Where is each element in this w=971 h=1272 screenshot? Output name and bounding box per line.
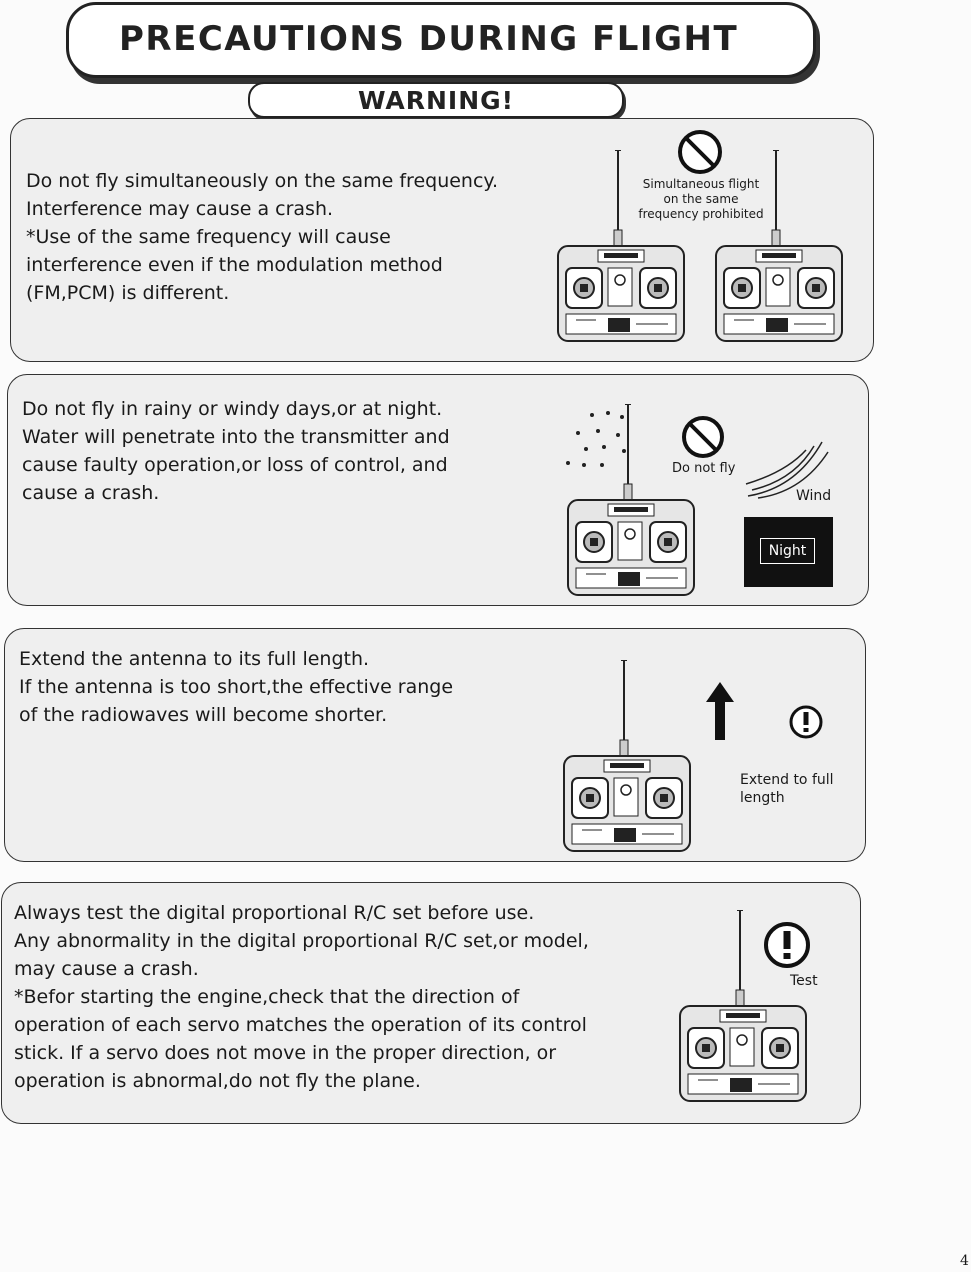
do-not-fly-label: Do not fly — [672, 461, 736, 476]
title-banner — [66, 2, 816, 78]
night-label: Night — [760, 538, 815, 564]
transmitter-illustration — [566, 404, 698, 596]
panel-text — [26, 167, 498, 307]
text-line: stick. If a servo does not move in the proper direction, or — [14, 1042, 557, 1064]
text-line: operation is abnormal,do not fly the plane. — [14, 1070, 421, 1092]
caption-line: Extend to full — [740, 772, 834, 788]
transmitter-illustration — [562, 660, 694, 852]
text-line: (FM,PCM) is different. — [26, 282, 230, 304]
prohibited-icon — [680, 414, 726, 460]
panel-text — [22, 395, 450, 507]
text-line: If the antenna is too short,the effective range — [19, 676, 454, 698]
text-line: may cause a crash. — [14, 958, 199, 980]
text-line: of the radiowaves will become shorter. — [19, 704, 388, 726]
caption-line: Simultaneous flight — [642, 177, 760, 191]
text-line: Water will penetrate into the transmitter and — [22, 426, 450, 448]
precaution-panel-antenna — [4, 628, 866, 862]
up-arrow-icon — [704, 682, 736, 742]
text-line: Do not fly simultaneously on the same frequency. — [26, 170, 498, 192]
text-line: Always test the digital proportional R/C set before use. — [14, 902, 535, 924]
text-line: Extend the antenna to its full length. — [19, 648, 370, 670]
text-line: operation of each servo matches the operation of its control — [14, 1014, 587, 1036]
prohibited-icon — [676, 128, 724, 176]
page-title: PRECAUTIONS DURING FLIGHT — [119, 19, 739, 59]
frequency-caption — [637, 177, 765, 222]
panel-text — [14, 899, 589, 1095]
text-line: cause a crash. — [22, 482, 160, 504]
text-line: *Befor starting the engine,check that the direction of — [14, 986, 520, 1008]
text-line: *Use of the same frequency will cause — [26, 226, 391, 248]
wind-label: Wind — [796, 488, 832, 504]
antenna-caption — [740, 771, 834, 807]
test-caption: Test — [790, 973, 818, 989]
text-line: Interference may cause a crash. — [26, 198, 334, 220]
caption-line: length — [740, 790, 785, 806]
precaution-panel-weather — [7, 374, 869, 606]
text-line: interference even if the modulation method — [26, 254, 443, 276]
text-line: Any abnormality in the digital proportional R/C set,or model, — [14, 930, 589, 952]
text-line: cause faulty operation,or loss of control, and — [22, 454, 448, 476]
night-illustration — [744, 517, 833, 587]
text-line: Do not fly in rainy or windy days,or at night. — [22, 398, 443, 420]
warning-title: WARNING! — [357, 86, 515, 115]
caution-icon — [788, 704, 824, 740]
caption-line: frequency prohibited — [638, 207, 764, 221]
page-number: 4 — [960, 1253, 969, 1269]
caution-icon — [762, 920, 812, 970]
caption-line: on the same — [663, 192, 739, 206]
warning-banner — [248, 82, 624, 118]
panel-text — [19, 645, 453, 729]
